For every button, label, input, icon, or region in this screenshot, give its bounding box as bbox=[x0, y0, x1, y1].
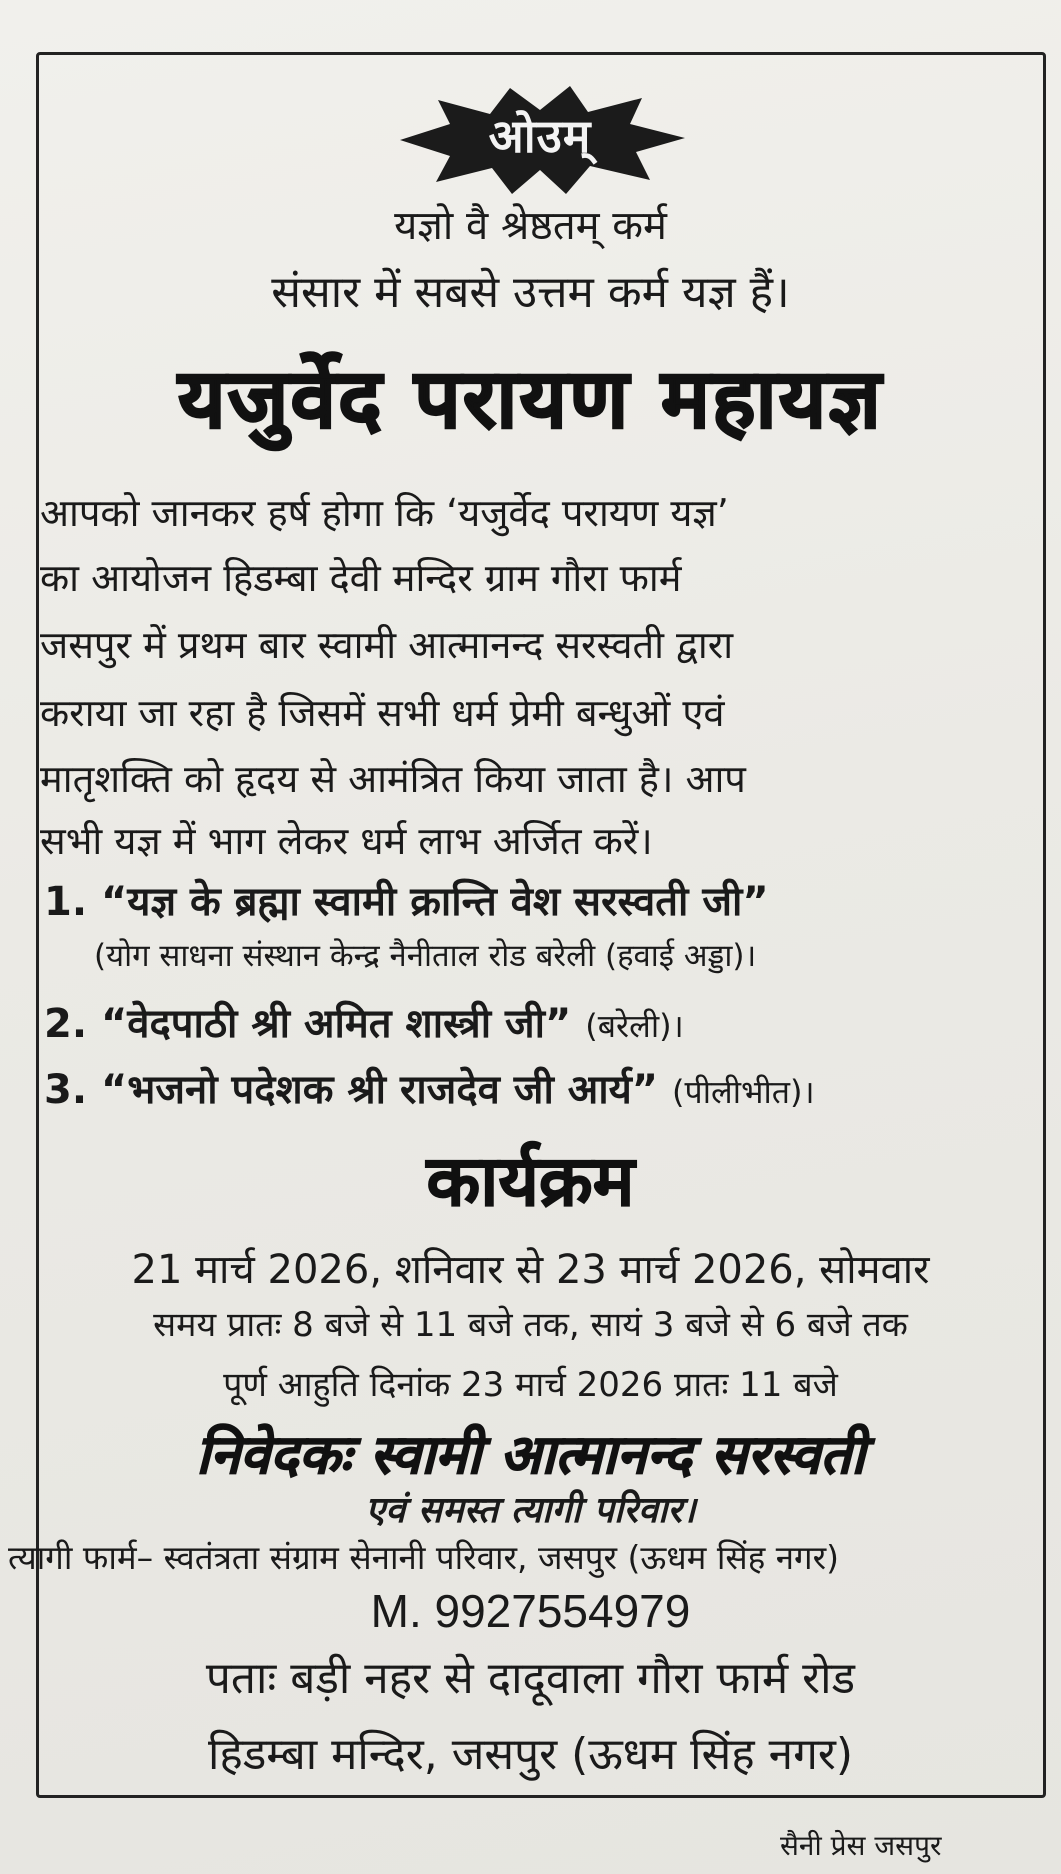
intro-line-5: मातृशक्ति को हृदय से आमंत्रित किया जाता है। आप bbox=[40, 757, 746, 801]
intro-line-2: का आयोजन हिडम्बा देवी मन्दिर ग्राम गौरा फार्म bbox=[40, 556, 682, 600]
om-badge bbox=[380, 80, 700, 200]
participant-1-number: 1. bbox=[44, 879, 88, 925]
participant-2 bbox=[44, 994, 684, 1049]
event-title: यजुर्वेद परायण महायज्ञ bbox=[178, 352, 883, 447]
participant-1-address: (योग साधना संस्थान केन्द्र नैनीताल रोड बरेली (हवाई अड्डा)। bbox=[94, 938, 757, 974]
participant-3-place: (पीलीभीत)। bbox=[672, 1073, 815, 1111]
participant-3-number: 3. bbox=[44, 1067, 88, 1113]
program-dates: 21 मार्च 2026, शनिवार से 23 मार्च 2026, सोमवार bbox=[131, 1247, 930, 1293]
intro-line-4: कराया जा रहा है जिसमें सभी धर्म प्रेमी बन्धुओं एवं bbox=[40, 691, 725, 735]
address-line-2: हिडम्बा मन्दिर, जसपुर (ऊधम सिंह नगर) bbox=[207, 1729, 854, 1780]
tagline-sanskrit: यज्ञो वै श्रेष्ठतम् कर्म bbox=[394, 203, 667, 249]
farm-line: त्यागी फार्म– स्वतंत्रता संग्राम सेनानी परिवार, जसपुर (ऊधम सिंह नगर) bbox=[8, 1538, 839, 1577]
nivedak-line: निवेदकः स्वामी आत्मानन्द सरस्वती bbox=[195, 1423, 866, 1486]
mobile-number: M. 9927554979 bbox=[370, 1585, 691, 1637]
participant-1 bbox=[44, 872, 769, 927]
intro-line-1: आपको जानकर हर्ष होगा कि ‘यजुर्वेद परायण यज्ञ’ bbox=[40, 491, 729, 535]
participant-3-name: “भजनो पदेशक श्री राजदेव जी आर्य” bbox=[100, 1067, 659, 1113]
program-heading: कार्यक्रम bbox=[426, 1140, 635, 1222]
intro-line-6: सभी यज्ञ में भाग लेकर धर्म लाभ अर्जित करें। bbox=[40, 819, 653, 863]
printer-credit: सैनी प्रेस जसपुर bbox=[780, 1829, 942, 1862]
tagline-hindi: संसार में सबसे उत्तम कर्म यज्ञ हैं। bbox=[271, 267, 790, 318]
address-line-1: पताः बड़ी नहर से दादूवाला गौरा फार्म रोड bbox=[205, 1653, 856, 1704]
participant-2-name: “वेदपाठी श्री अमित शास्त्री जी” bbox=[100, 1001, 572, 1047]
participant-3 bbox=[44, 1060, 815, 1115]
participant-2-number: 2. bbox=[44, 1001, 88, 1047]
program-final-offering: पूर्ण आहुति दिनांक 23 मार्च 2026 प्रातः 11 बजे bbox=[223, 1365, 838, 1405]
program-timing: समय प्रातः 8 बजे से 11 बजे तक, सायं 3 बजे से 6 बजे तक bbox=[153, 1305, 908, 1345]
intro-line-3: जसपुर में प्रथम बार स्वामी आत्मानन्द सरस्वती द्वारा bbox=[40, 623, 734, 667]
participant-2-place: (बरेली)। bbox=[585, 1007, 684, 1045]
family-line: एवं समस्त त्यागी परिवार। bbox=[365, 1490, 696, 1531]
participant-1-name: “यज्ञ के ब्रह्मा स्वामी क्रान्ति वेश सरस्वती जी” bbox=[100, 879, 769, 925]
om-text: ओउम् bbox=[488, 109, 592, 163]
